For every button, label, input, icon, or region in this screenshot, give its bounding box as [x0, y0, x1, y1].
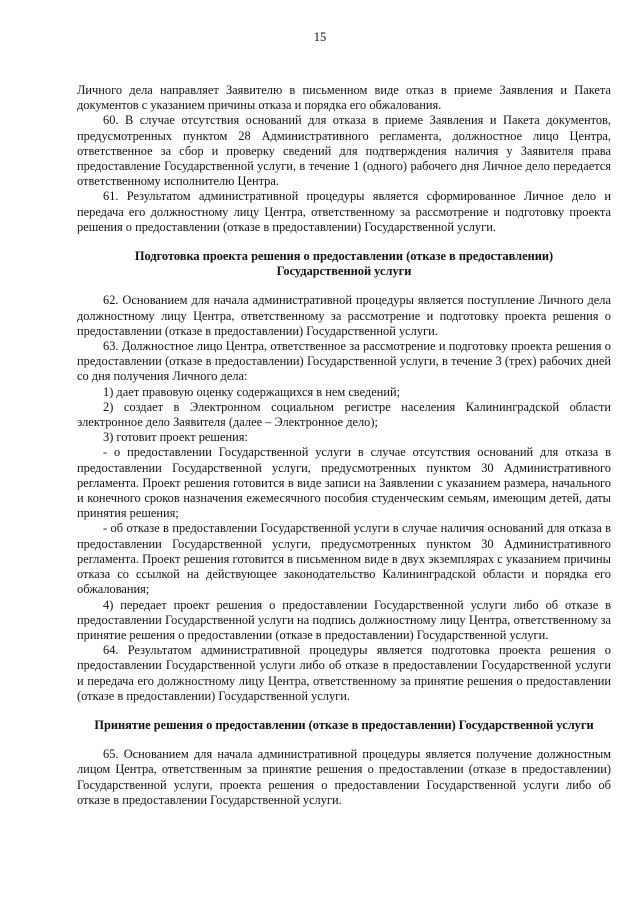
paragraph-subitem-3: 3) готовит проект решения: — [103, 430, 248, 445]
section-heading-draft-decision: Подготовка проекта решения о предоставлении (отказе в предоставлении) Государственной услуги — [134, 249, 554, 279]
document-body — [77, 83, 611, 808]
paragraph-item-64: 64. Результатом административной процедуры является подготовка проекта решения о предоставлении Государственной услуги либо об отказе в предоставлении Государственной услуги и передача его должностному лицу Центра, ответственному за принятие решения о предоставлении (отказе в предоставлении) Государственной услуги. — [77, 643, 611, 703]
paragraph-subitem-2: 2) создает в Электронном социальном регистре населения Калининградской области электронное дело Заявителя (далее – Электронное дело); — [77, 399, 611, 430]
paragraph-subitem-1: 1) дает правовую оценку содержащихся в нем сведений; — [103, 384, 401, 399]
paragraph-item-62: 62. Основанием для начала административной процедуры является поступление Личного дела должностному лицу Центра, ответственному за рассмотрение и подготовку проекта решения о предоставлении (отказе в предоставлении) Государственной услуги. — [77, 293, 611, 338]
paragraph-dash-refusal: - об отказе в предоставлении Государственной услуги в случае наличия оснований для отказа в предоставлении Государственной услуги, предусмотренных пунктом 30 Административного регламента. Проект решения готовится в письменном виде в двух экземплярах с указанием причины отказа со ссылкой на действующее законодательство Калининградской области и порядка его обжалования; — [77, 521, 611, 597]
paragraph-dash-grant: - о предоставлении Государственной услуги в случае отсутствия оснований для отказа в предоставлении Государственной услуги, предусмотренных пунктом 30 Административного регламента. Проект решения готовится в виде записи на Заявлении с указанием размера, начального и конечного сроков назначения ежемесячного пособия студенческим семьям, имеющим детей, даты принятия решения; — [77, 445, 611, 521]
paragraph-subitem-4: 4) передает проект решения о предоставлении Государственной услуги либо об отказе в предоставлении Государственной услуги на подпись должностному лицу Центра, ответственному за принятие решения о предоставлении (отказе в предоставлении) Государственной услуги. — [77, 597, 611, 642]
paragraph-continuation: Личного дела направляет Заявителю в письменном виде отказ в приеме Заявления и Пакета документов с указанием причины отказа и порядка его обжалования. — [77, 83, 611, 113]
paragraph-item-60: 60. В случае отсутствия оснований для отказа в приеме Заявления и Пакета документов, предусмотренных пунктом 28 Административного регламента, должностное лицо Центра, ответственное за сбор и проверку сведений для подтверждения наличия у Заявителя права предоставление Государственной услуги, в течение 1 (одного) рабочего дня Личное дело передается ответственному исполнителю Центра. — [77, 113, 611, 189]
paragraph-item-63: 63. Должностное лицо Центра, ответственное за рассмотрение и подготовку проекта решения о предоставлении (отказе в предоставлении) Государственной услуги, в течение 3 (трех) рабочих дней со дня получения Личного дела: — [77, 339, 611, 384]
section-heading-decision: Принятие решения о предоставлении (отказе в предоставлении) Государственной услуги — [94, 717, 594, 732]
page-number: 15 — [313, 30, 327, 44]
paragraph-item-61: 61. Результатом административной процедуры является сформированное Личное дело и передача его должностному лицу Центра, ответственному за рассмотрение и подготовку проекта решения о предоставлении (отказе в предоставлении) Государственной услуги. — [77, 189, 611, 234]
paragraph-item-65: 65. Основанием для начала административной процедуры является получение должностным лицом Центра, ответственным за принятие решения о предоставлении (отказе в предоставлении) Государственной услуги, проекта решения о предоставлении Государственной услуги либо об отказе в предоставлении Государственной услуги. — [77, 747, 611, 807]
